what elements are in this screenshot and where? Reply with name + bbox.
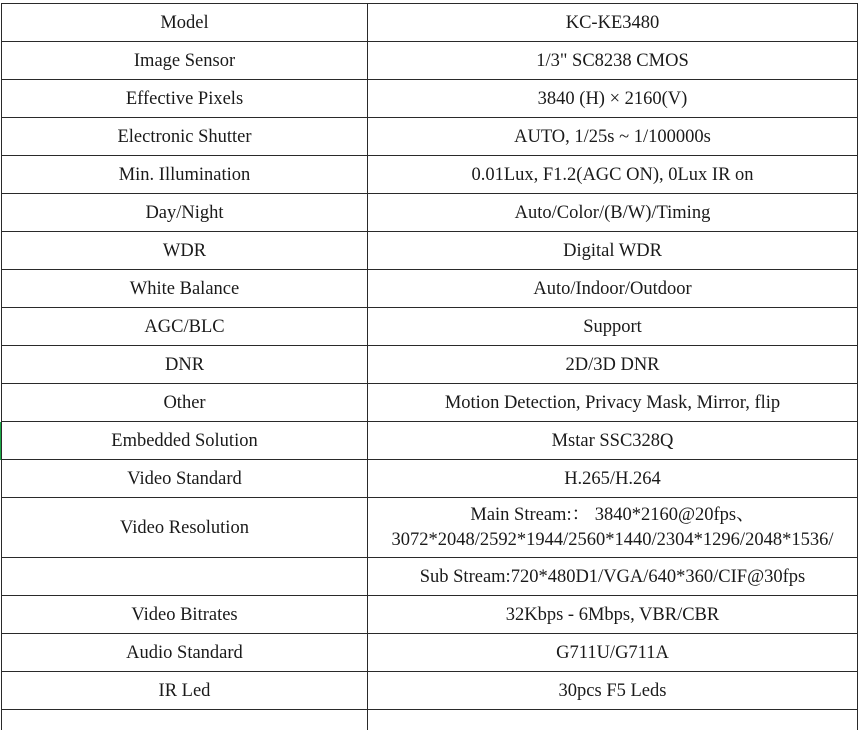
spec-label-empty: [2, 710, 368, 730]
spec-value: G711U/G711A: [368, 634, 858, 672]
spec-row-wdr: [2, 232, 858, 270]
spec-value: Digital WDR: [368, 232, 858, 270]
spec-label: Other: [2, 384, 368, 422]
spec-value: 1/3" SC8238 CMOS: [368, 42, 858, 80]
spec-value: Mstar SSC328Q: [368, 422, 858, 460]
spec-row-video-bitrates: [2, 596, 858, 634]
spec-value-empty: [368, 710, 858, 730]
spec-value: Motion Detection, Privacy Mask, Mirror, flip: [368, 384, 858, 422]
spec-row-other: [2, 384, 858, 422]
spec-value: Auto/Color/(B/W)/Timing: [368, 194, 858, 232]
spec-label: Video Standard: [2, 460, 368, 498]
spec-value: Auto/Indoor/Outdoor: [368, 270, 858, 308]
spec-label: IR Led: [2, 672, 368, 710]
spec-value: 0.01Lux, F1.2(AGC ON), 0Lux IR on: [368, 156, 858, 194]
spec-value: 3840 (H) × 2160(V): [368, 80, 858, 118]
spec-row-day-night: [2, 194, 858, 232]
spec-label-empty: [2, 558, 368, 596]
spec-label: Effective Pixels: [2, 80, 368, 118]
spec-row-sub-stream: [2, 558, 858, 596]
spec-row-dnr: [2, 346, 858, 384]
spec-row-model: [2, 4, 858, 42]
main-stream-line-2: 3072*2048/2592*1944/2560*1440/2304*1296/2048*1536/: [391, 529, 834, 550]
spec-value: H.265/H.264: [368, 460, 858, 498]
spec-label: WDR: [2, 232, 368, 270]
spec-table: [1, 3, 858, 730]
spec-row-electronic-shutter: [2, 118, 858, 156]
spec-row-video-resolution: [2, 498, 858, 558]
spec-value: 2D/3D DNR: [368, 346, 858, 384]
spec-value: 30pcs F5 Leds: [368, 672, 858, 710]
spec-label: Audio Standard: [2, 634, 368, 672]
spec-row-audio-standard: [2, 634, 858, 672]
spec-label: Embedded Solution: [2, 422, 368, 460]
spec-label: AGC/BLC: [2, 308, 368, 346]
main-stream-line-1: Main Stream:： 3840*2160@20fps、: [470, 504, 755, 525]
spec-row-embedded-solution: [2, 422, 858, 460]
spec-label: Video Bitrates: [2, 596, 368, 634]
spec-label: Min. Illumination: [2, 156, 368, 194]
spec-label: Electronic Shutter: [2, 118, 368, 156]
spec-value: Sub Stream:720*480D1/VGA/640*360/CIF@30fps: [368, 558, 858, 596]
spec-row-min-illumination: [2, 156, 858, 194]
spec-label: Day/Night: [2, 194, 368, 232]
spec-label: Model: [2, 4, 368, 42]
spec-value: KC-KE3480: [368, 4, 858, 42]
spec-value: AUTO, 1/25s ~ 1/100000s: [368, 118, 858, 156]
spec-value: 32Kbps - 6Mbps, VBR/CBR: [368, 596, 858, 634]
spec-row-effective-pixels: [2, 80, 858, 118]
spec-label: Image Sensor: [2, 42, 368, 80]
spec-label: DNR: [2, 346, 368, 384]
spec-label: White Balance: [2, 270, 368, 308]
spec-row-white-balance: [2, 270, 858, 308]
spec-row-image-sensor: [2, 42, 858, 80]
spec-value: Support: [368, 308, 858, 346]
spec-label: Video Resolution: [2, 498, 368, 558]
spec-row-cut-off: [2, 710, 858, 730]
spec-row-video-standard: [2, 460, 858, 498]
spec-row-ir-led: [2, 672, 858, 710]
spec-row-agc-blc: [2, 308, 858, 346]
spec-value: [368, 498, 858, 558]
